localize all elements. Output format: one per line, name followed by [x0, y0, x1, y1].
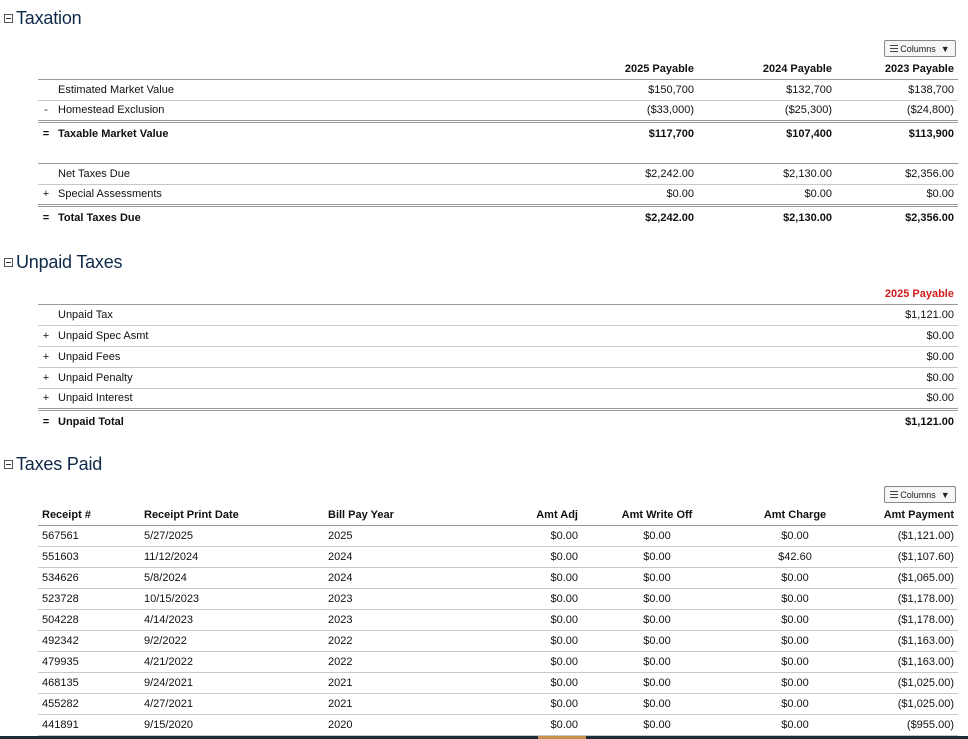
chevron-down-icon: ▼	[940, 489, 950, 500]
value-cell: $2,130.00	[783, 211, 832, 224]
table-row	[38, 163, 958, 184]
value-cell: ($24,800)	[836, 100, 958, 121]
spacer	[224, 59, 560, 79]
spacer	[38, 59, 54, 79]
cell: 2022	[324, 630, 454, 651]
paid-header[interactable]	[4, 454, 102, 475]
row-label: Special Assessments	[54, 184, 560, 205]
cell: $0.00	[582, 651, 732, 672]
spacer	[54, 284, 254, 304]
column-header[interactable]: Bill Pay Year	[324, 505, 454, 525]
cell: 534626	[38, 567, 140, 588]
table-row	[38, 693, 958, 714]
spacer	[54, 59, 224, 79]
cell: 2020	[324, 714, 454, 735]
unpaid-table	[38, 284, 958, 433]
column-header[interactable]: Receipt Print Date	[140, 505, 324, 525]
operator	[38, 304, 54, 325]
cell: $0.00	[582, 567, 732, 588]
cell: $0.00	[732, 567, 858, 588]
column-header[interactable]: Amt Adj	[454, 505, 582, 525]
cell: ($1,121.00)	[858, 525, 958, 546]
row-label: Total Taxes Due	[58, 211, 141, 224]
cell: 2021	[324, 693, 454, 714]
cell: $0.00	[732, 525, 858, 546]
value-cell: $0.00	[254, 325, 958, 346]
cell: 2025	[324, 525, 454, 546]
row-label: Net Taxes Due	[54, 163, 560, 184]
value-cell: $0.00	[560, 184, 698, 205]
cell: 2024	[324, 546, 454, 567]
operator: =	[42, 415, 50, 428]
value-cell: $2,242.00	[560, 163, 698, 184]
value-cell: $0.00	[836, 184, 958, 205]
cell: 4/14/2023	[140, 609, 324, 630]
operator: +	[38, 367, 54, 388]
value-cell: $2,356.00	[836, 163, 958, 184]
value-cell: $132,700	[698, 79, 836, 100]
cell: ($1,178.00)	[858, 588, 958, 609]
row-label: Homestead Exclusion	[54, 100, 560, 121]
value-cell: $2,130.00	[698, 163, 836, 184]
cell: $0.00	[454, 651, 582, 672]
cell: ($1,065.00)	[858, 567, 958, 588]
value-cell: $0.00	[254, 388, 958, 409]
value-cell: ($25,300)	[698, 100, 836, 121]
value-cell: $2,356.00	[905, 211, 954, 224]
cell: $0.00	[454, 609, 582, 630]
table-row	[38, 525, 958, 546]
section-title: Unpaid Taxes	[16, 252, 123, 272]
column-header[interactable]: Amt Payment	[858, 505, 958, 525]
unpaid-header[interactable]	[4, 252, 122, 273]
table-row	[38, 567, 958, 588]
cell: $0.00	[454, 588, 582, 609]
cell: $0.00	[732, 630, 858, 651]
operator: +	[38, 346, 54, 367]
cell: $0.00	[732, 588, 858, 609]
cell: $0.00	[454, 630, 582, 651]
cell: 4/21/2022	[140, 651, 324, 672]
section-title: Taxation	[16, 8, 82, 28]
operator: +	[38, 388, 54, 409]
cell: 2022	[324, 651, 454, 672]
cell: 9/2/2022	[140, 630, 324, 651]
cell: $0.00	[582, 525, 732, 546]
table-row	[38, 346, 958, 367]
columns-label: Columns	[900, 489, 936, 500]
cell: $0.00	[454, 714, 582, 735]
operator: =	[42, 211, 50, 224]
cell: $0.00	[582, 693, 732, 714]
collapse-icon[interactable]	[4, 460, 13, 469]
table-row	[38, 121, 958, 145]
year-header-row	[38, 59, 958, 79]
cell: $0.00	[732, 672, 858, 693]
value-cell: $0.00	[254, 346, 958, 367]
cell: $0.00	[582, 630, 732, 651]
cell: 4/27/2021	[140, 693, 324, 714]
columns-dropdown[interactable]	[884, 486, 956, 503]
year-header-row	[38, 284, 958, 304]
cell: $0.00	[454, 567, 582, 588]
row-label: Unpaid Spec Asmt	[54, 325, 254, 346]
cell: 2023	[324, 588, 454, 609]
paid-table	[38, 505, 958, 736]
cell: 2021	[324, 672, 454, 693]
value-cell: $107,400	[786, 127, 832, 140]
cell: ($1,025.00)	[858, 693, 958, 714]
table-row	[38, 100, 958, 121]
columns-label: Columns	[900, 43, 936, 54]
table-row	[38, 409, 958, 433]
cell: 11/12/2024	[140, 546, 324, 567]
cell: 2023	[324, 609, 454, 630]
collapse-icon[interactable]	[4, 258, 13, 267]
table-row	[38, 546, 958, 567]
spacer-row	[38, 145, 958, 163]
value-cell: $150,700	[560, 79, 698, 100]
table-row	[38, 205, 958, 229]
row-label: Unpaid Interest	[54, 388, 254, 409]
spacer	[38, 284, 54, 304]
column-header[interactable]: Amt Write Off	[582, 505, 732, 525]
cell: $0.00	[582, 546, 732, 567]
taxation-table	[38, 59, 958, 229]
cell: 551603	[38, 546, 140, 567]
cell: 9/15/2020	[140, 714, 324, 735]
cell: 441891	[38, 714, 140, 735]
cell: ($1,163.00)	[858, 651, 958, 672]
value-cell: $1,121.00	[905, 415, 954, 428]
row-label: Unpaid Penalty	[54, 367, 254, 388]
cell: 492342	[38, 630, 140, 651]
operator	[38, 163, 54, 184]
year-header: 2023 Payable	[836, 59, 958, 79]
table-row	[38, 79, 958, 100]
cell: $42.60	[732, 546, 858, 567]
cell: $0.00	[732, 693, 858, 714]
cell: $0.00	[732, 651, 858, 672]
value-cell: $0.00	[254, 367, 958, 388]
value-cell: $1,121.00	[254, 304, 958, 325]
table-row	[38, 630, 958, 651]
table-row	[38, 714, 958, 735]
cell: ($1,163.00)	[858, 630, 958, 651]
list-icon	[890, 45, 898, 52]
cell: ($955.00)	[858, 714, 958, 735]
table-row	[38, 304, 958, 325]
cell: $0.00	[454, 546, 582, 567]
column-header[interactable]: Amt Charge	[732, 505, 858, 525]
list-icon	[890, 491, 898, 498]
cell: ($1,025.00)	[858, 672, 958, 693]
cell: 523728	[38, 588, 140, 609]
cell: ($1,178.00)	[858, 609, 958, 630]
cell: $0.00	[582, 609, 732, 630]
cell: $0.00	[732, 714, 858, 735]
cell: $0.00	[582, 714, 732, 735]
collapse-icon[interactable]	[4, 14, 13, 23]
value-cell: $0.00	[698, 184, 836, 205]
operator: -	[38, 100, 54, 121]
operator	[38, 79, 54, 100]
table-row	[38, 609, 958, 630]
cell: 504228	[38, 609, 140, 630]
taxation-header[interactable]	[4, 8, 81, 29]
table-row	[38, 651, 958, 672]
row-label: Taxable Market Value	[58, 127, 169, 140]
cell: 10/15/2023	[140, 588, 324, 609]
cell: $0.00	[454, 693, 582, 714]
value-cell: $138,700	[836, 79, 958, 100]
cell: 2024	[324, 567, 454, 588]
cell: ($1,107.60)	[858, 546, 958, 567]
operator: +	[38, 184, 54, 205]
cell: $0.00	[732, 609, 858, 630]
row-label: Unpaid Total	[58, 415, 124, 428]
year-header: 2025 Payable	[560, 59, 698, 79]
cell: $0.00	[582, 588, 732, 609]
cell: 567561	[38, 525, 140, 546]
operator: +	[38, 325, 54, 346]
value-cell: ($33,000)	[560, 100, 698, 121]
table-row	[38, 588, 958, 609]
table-row	[38, 367, 958, 388]
value-cell: $117,700	[648, 127, 694, 140]
paid-header-row	[38, 505, 958, 525]
column-header[interactable]: Receipt #	[38, 505, 140, 525]
cell: 468135	[38, 672, 140, 693]
cell: 479935	[38, 651, 140, 672]
year-header: 2025 Payable	[254, 284, 958, 304]
cell: $0.00	[454, 525, 582, 546]
cell: $0.00	[454, 672, 582, 693]
cell: 5/27/2025	[140, 525, 324, 546]
value-cell: $2,242.00	[645, 211, 694, 224]
chevron-down-icon: ▼	[940, 43, 950, 54]
cell: $0.00	[582, 672, 732, 693]
table-row	[38, 672, 958, 693]
columns-dropdown[interactable]	[884, 40, 956, 57]
cell: 5/8/2024	[140, 567, 324, 588]
row-label: Estimated Market Value	[54, 79, 560, 100]
table-row	[38, 184, 958, 205]
value-cell: $113,900	[908, 127, 954, 140]
cell: 9/24/2021	[140, 672, 324, 693]
table-row	[38, 388, 958, 409]
year-header: 2024 Payable	[698, 59, 836, 79]
cell: 455282	[38, 693, 140, 714]
row-label: Unpaid Fees	[54, 346, 254, 367]
table-row	[38, 325, 958, 346]
section-title: Taxes Paid	[16, 454, 103, 474]
row-label: Unpaid Tax	[54, 304, 254, 325]
operator: =	[42, 127, 50, 140]
